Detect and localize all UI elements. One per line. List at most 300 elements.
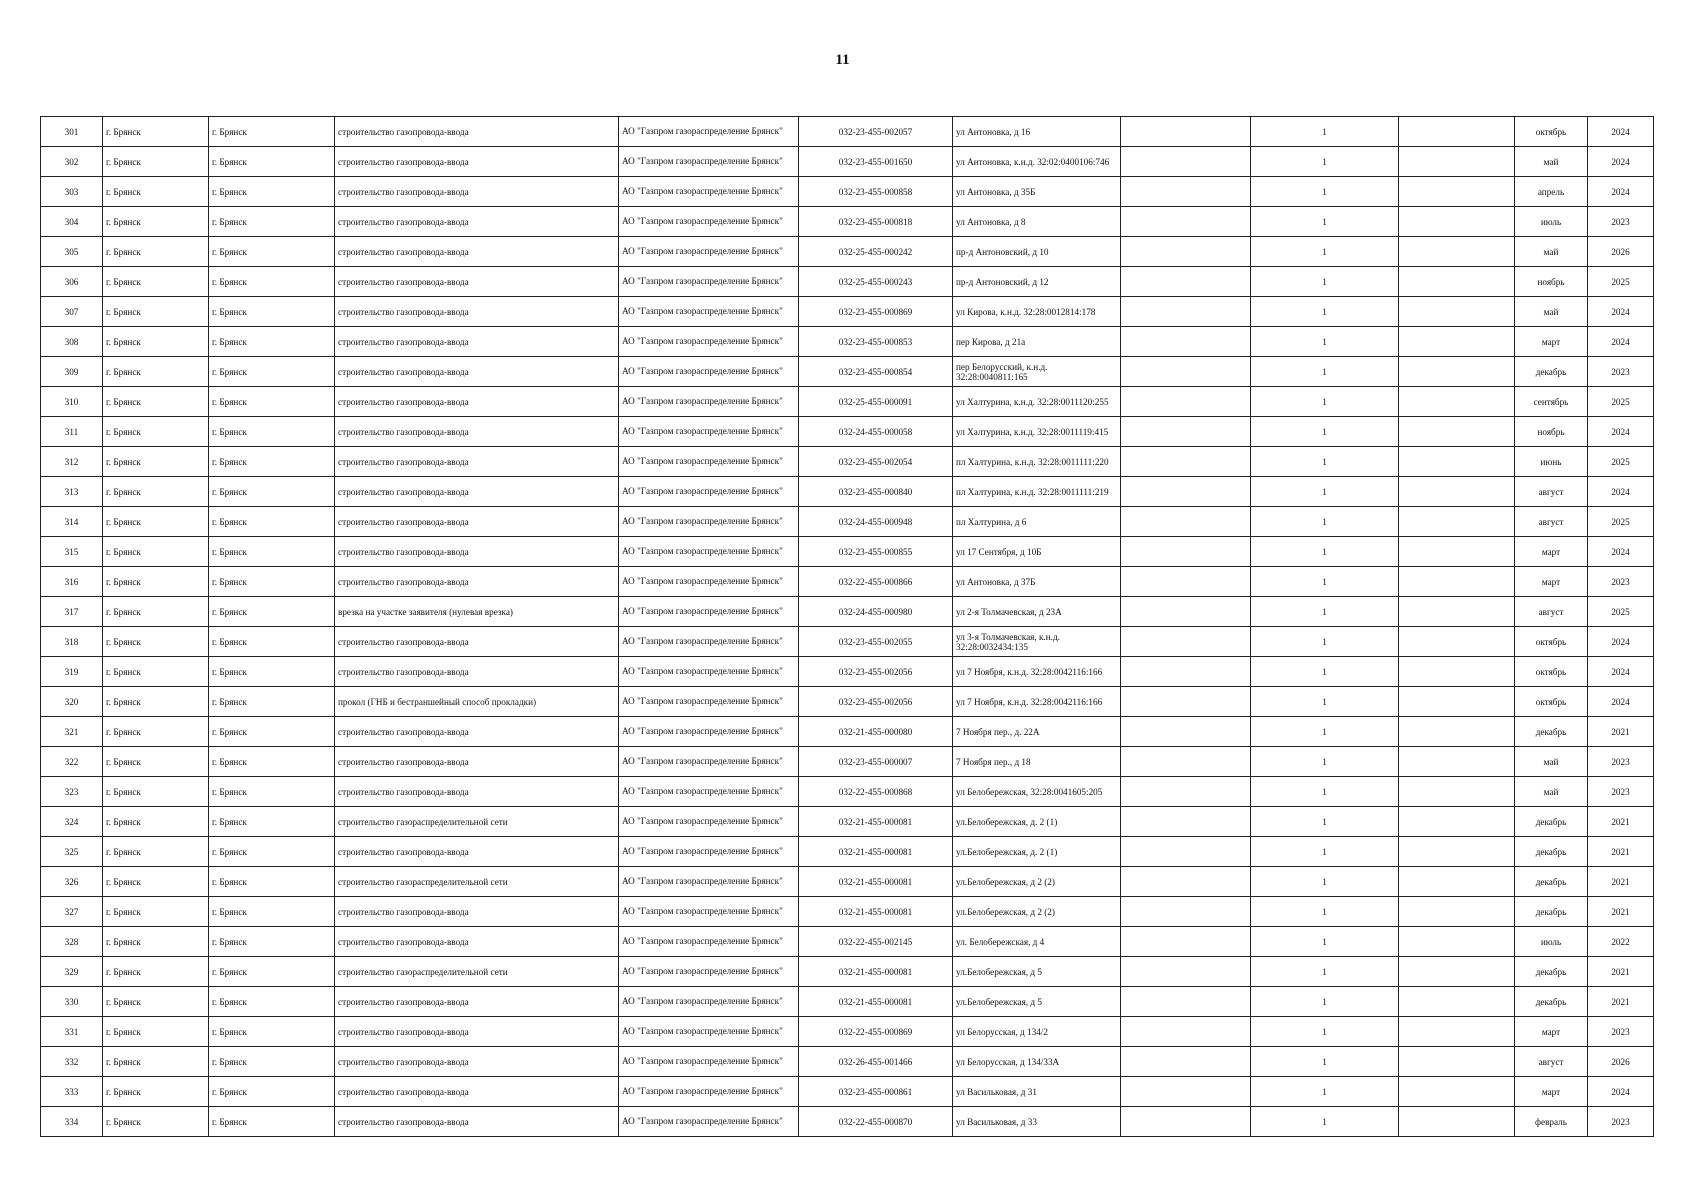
year-cell: 2023 <box>1588 777 1654 807</box>
table-row <box>41 867 1654 897</box>
work-type-cell: строительство газопровода-ввода <box>335 177 619 207</box>
empty-cell <box>1121 897 1251 927</box>
municipality-cell: г. Брянск <box>103 1047 209 1077</box>
empty-cell <box>1121 267 1251 297</box>
count-cell: 1 <box>1251 1107 1399 1137</box>
municipality-cell: г. Брянск <box>103 837 209 867</box>
empty-cell <box>1121 687 1251 717</box>
project-code-cell: 032-23-455-000855 <box>799 537 953 567</box>
project-code-cell: 032-23-455-000869 <box>799 297 953 327</box>
empty-cell <box>1121 1077 1251 1107</box>
empty-cell <box>1399 177 1515 207</box>
organization-cell: АО "Газпром газораспределение Брянск" <box>619 237 799 267</box>
address-cell: ул.Белобережская, д 5 <box>953 957 1121 987</box>
year-cell: 2024 <box>1588 297 1654 327</box>
work-type-cell: строительство газопровода-ввода <box>335 447 619 477</box>
count-cell: 1 <box>1251 207 1399 237</box>
month-cell: июль <box>1515 207 1588 237</box>
month-cell: март <box>1515 1017 1588 1047</box>
address-cell: ул.Белобережская, д 5 <box>953 987 1121 1017</box>
address-cell: ул Кирова, к.н.д. 32:28:0012814:178 <box>953 297 1121 327</box>
month-cell: октябрь <box>1515 657 1588 687</box>
count-cell: 1 <box>1251 477 1399 507</box>
work-type-cell: строительство газопровода-ввода <box>335 387 619 417</box>
project-code-cell: 032-23-455-000858 <box>799 177 953 207</box>
table-row <box>41 327 1654 357</box>
empty-cell <box>1399 1047 1515 1077</box>
settlement-cell: г. Брянск <box>209 627 335 657</box>
empty-cell <box>1399 447 1515 477</box>
row-number-cell: 304 <box>41 207 103 237</box>
year-cell: 2023 <box>1588 747 1654 777</box>
empty-cell <box>1399 117 1515 147</box>
empty-cell <box>1399 747 1515 777</box>
count-cell: 1 <box>1251 567 1399 597</box>
month-cell: май <box>1515 747 1588 777</box>
count-cell: 1 <box>1251 177 1399 207</box>
municipality-cell: г. Брянск <box>103 717 209 747</box>
month-cell: декабрь <box>1515 717 1588 747</box>
project-code-cell: 032-21-455-000081 <box>799 837 953 867</box>
municipality-cell: г. Брянск <box>103 147 209 177</box>
count-cell: 1 <box>1251 687 1399 717</box>
month-cell: август <box>1515 507 1588 537</box>
project-code-cell: 032-23-455-000840 <box>799 477 953 507</box>
count-cell: 1 <box>1251 357 1399 387</box>
address-cell: пер Белорусский, к.н.д. 32:28:0040811:165 <box>953 357 1121 387</box>
settlement-cell: г. Брянск <box>209 327 335 357</box>
municipality-cell: г. Брянск <box>103 627 209 657</box>
empty-cell <box>1399 477 1515 507</box>
row-number-cell: 327 <box>41 897 103 927</box>
empty-cell <box>1399 507 1515 537</box>
work-type-cell: строительство газопровода-ввода <box>335 747 619 777</box>
empty-cell <box>1399 957 1515 987</box>
table-row <box>41 1077 1654 1107</box>
municipality-cell: г. Брянск <box>103 477 209 507</box>
month-cell: ноябрь <box>1515 417 1588 447</box>
work-type-cell: строительство газопровода-ввода <box>335 567 619 597</box>
settlement-cell: г. Брянск <box>209 237 335 267</box>
empty-cell <box>1399 927 1515 957</box>
count-cell: 1 <box>1251 327 1399 357</box>
empty-cell <box>1399 597 1515 627</box>
row-number-cell: 314 <box>41 507 103 537</box>
row-number-cell: 325 <box>41 837 103 867</box>
municipality-cell: г. Брянск <box>103 897 209 927</box>
empty-cell <box>1399 987 1515 1017</box>
municipality-cell: г. Брянск <box>103 507 209 537</box>
empty-cell <box>1121 777 1251 807</box>
organization-cell: АО "Газпром газораспределение Брянск" <box>619 807 799 837</box>
month-cell: июнь <box>1515 447 1588 477</box>
empty-cell <box>1399 1017 1515 1047</box>
row-number-cell: 307 <box>41 297 103 327</box>
work-type-cell: строительство газораспределительной сети <box>335 807 619 837</box>
address-cell: ул Халтурина, к.н.д. 32:28:0011120:255 <box>953 387 1121 417</box>
month-cell: октябрь <box>1515 627 1588 657</box>
empty-cell <box>1121 477 1251 507</box>
project-code-cell: 032-22-455-000869 <box>799 1017 953 1047</box>
table-row <box>41 357 1654 387</box>
address-cell: ул Антоновка, к.н.д. 32:02:0400106:746 <box>953 147 1121 177</box>
empty-cell <box>1399 417 1515 447</box>
settlement-cell: г. Брянск <box>209 807 335 837</box>
empty-cell <box>1399 1077 1515 1107</box>
table-row <box>41 657 1654 687</box>
row-number-cell: 313 <box>41 477 103 507</box>
project-code-cell: 032-23-455-000007 <box>799 747 953 777</box>
empty-cell <box>1399 627 1515 657</box>
count-cell: 1 <box>1251 657 1399 687</box>
municipality-cell: г. Брянск <box>103 987 209 1017</box>
settlement-cell: г. Брянск <box>209 987 335 1017</box>
count-cell: 1 <box>1251 867 1399 897</box>
count-cell: 1 <box>1251 897 1399 927</box>
empty-cell <box>1121 567 1251 597</box>
empty-cell <box>1121 117 1251 147</box>
address-cell: ул.Белобережская, д 2 (2) <box>953 897 1121 927</box>
project-code-cell: 032-21-455-000081 <box>799 987 953 1017</box>
table-row <box>41 477 1654 507</box>
empty-cell <box>1399 237 1515 267</box>
year-cell: 2021 <box>1588 987 1654 1017</box>
project-code-cell: 032-22-455-000868 <box>799 777 953 807</box>
settlement-cell: г. Брянск <box>209 1047 335 1077</box>
settlement-cell: г. Брянск <box>209 747 335 777</box>
page-number: 11 <box>835 52 850 68</box>
count-cell: 1 <box>1251 717 1399 747</box>
project-code-cell: 032-22-455-000870 <box>799 1107 953 1137</box>
work-type-cell: строительство газопровода-ввода <box>335 507 619 537</box>
work-type-cell: строительство газопровода-ввода <box>335 237 619 267</box>
year-cell: 2025 <box>1588 597 1654 627</box>
settlement-cell: г. Брянск <box>209 927 335 957</box>
work-type-cell: строительство газопровода-ввода <box>335 1017 619 1047</box>
month-cell: декабрь <box>1515 957 1588 987</box>
municipality-cell: г. Брянск <box>103 1107 209 1137</box>
month-cell: май <box>1515 777 1588 807</box>
count-cell: 1 <box>1251 837 1399 867</box>
empty-cell <box>1121 297 1251 327</box>
table-row <box>41 447 1654 477</box>
municipality-cell: г. Брянск <box>103 357 209 387</box>
month-cell: август <box>1515 597 1588 627</box>
empty-cell <box>1121 657 1251 687</box>
settlement-cell: г. Брянск <box>209 1107 335 1137</box>
settlement-cell: г. Брянск <box>209 417 335 447</box>
empty-cell <box>1399 867 1515 897</box>
year-cell: 2021 <box>1588 837 1654 867</box>
address-cell: ул Антоновка, д 37Б <box>953 567 1121 597</box>
settlement-cell: г. Брянск <box>209 177 335 207</box>
address-cell: пл Халтурина, к.н.д. 32:28:0011111:220 <box>953 447 1121 477</box>
row-number-cell: 308 <box>41 327 103 357</box>
month-cell: март <box>1515 537 1588 567</box>
row-number-cell: 315 <box>41 537 103 567</box>
work-type-cell: строительство газопровода-ввода <box>335 777 619 807</box>
row-number-cell: 310 <box>41 387 103 417</box>
address-cell: пр-д Антоновский, д 10 <box>953 237 1121 267</box>
empty-cell <box>1399 1107 1515 1137</box>
table-row <box>41 747 1654 777</box>
empty-cell <box>1399 327 1515 357</box>
organization-cell: АО "Газпром газораспределение Брянск" <box>619 657 799 687</box>
project-code-cell: 032-24-455-000980 <box>799 597 953 627</box>
count-cell: 1 <box>1251 297 1399 327</box>
empty-cell <box>1399 207 1515 237</box>
year-cell: 2024 <box>1588 417 1654 447</box>
empty-cell <box>1121 627 1251 657</box>
empty-cell <box>1121 417 1251 447</box>
table-row <box>41 387 1654 417</box>
empty-cell <box>1399 387 1515 417</box>
municipality-cell: г. Брянск <box>103 1077 209 1107</box>
work-type-cell: строительство газопровода-ввода <box>335 1107 619 1137</box>
address-cell: ул Белобережская, 32:28:0041605:205 <box>953 777 1121 807</box>
year-cell: 2024 <box>1588 477 1654 507</box>
year-cell: 2024 <box>1588 177 1654 207</box>
table-row <box>41 927 1654 957</box>
address-cell: ул Халтурина, к.н.д. 32:28:0011119:415 <box>953 417 1121 447</box>
municipality-cell: г. Брянск <box>103 1017 209 1047</box>
settlement-cell: г. Брянск <box>209 117 335 147</box>
row-number-cell: 332 <box>41 1047 103 1077</box>
organization-cell: АО "Газпром газораспределение Брянск" <box>619 297 799 327</box>
table-row <box>41 897 1654 927</box>
count-cell: 1 <box>1251 777 1399 807</box>
project-code-cell: 032-21-455-000080 <box>799 717 953 747</box>
year-cell: 2021 <box>1588 807 1654 837</box>
settlement-cell: г. Брянск <box>209 1017 335 1047</box>
table-row <box>41 627 1654 657</box>
row-number-cell: 328 <box>41 927 103 957</box>
organization-cell: АО "Газпром газораспределение Брянск" <box>619 867 799 897</box>
municipality-cell: г. Брянск <box>103 177 209 207</box>
year-cell: 2024 <box>1588 627 1654 657</box>
row-number-cell: 311 <box>41 417 103 447</box>
count-cell: 1 <box>1251 237 1399 267</box>
settlement-cell: г. Брянск <box>209 357 335 387</box>
organization-cell: АО "Газпром газораспределение Брянск" <box>619 1107 799 1137</box>
empty-cell <box>1121 717 1251 747</box>
count-cell: 1 <box>1251 507 1399 537</box>
row-number-cell: 316 <box>41 567 103 597</box>
address-cell: ул 7 Ноября, к.н.д. 32:28:0042116:166 <box>953 687 1121 717</box>
municipality-cell: г. Брянск <box>103 567 209 597</box>
empty-cell <box>1121 177 1251 207</box>
month-cell: апрель <box>1515 177 1588 207</box>
municipality-cell: г. Брянск <box>103 957 209 987</box>
row-number-cell: 312 <box>41 447 103 477</box>
empty-cell <box>1121 207 1251 237</box>
row-number-cell: 321 <box>41 717 103 747</box>
settlement-cell: г. Брянск <box>209 657 335 687</box>
count-cell: 1 <box>1251 417 1399 447</box>
organization-cell: АО "Газпром газораспределение Брянск" <box>619 417 799 447</box>
municipality-cell: г. Брянск <box>103 807 209 837</box>
table-row <box>41 717 1654 747</box>
empty-cell <box>1121 837 1251 867</box>
table-row <box>41 117 1654 147</box>
empty-cell <box>1121 1047 1251 1077</box>
work-type-cell: строительство газопровода-ввода <box>335 357 619 387</box>
row-number-cell: 334 <box>41 1107 103 1137</box>
year-cell: 2022 <box>1588 927 1654 957</box>
municipality-cell: г. Брянск <box>103 537 209 567</box>
address-cell: ул.Белобережская, д. 2 (1) <box>953 807 1121 837</box>
municipality-cell: г. Брянск <box>103 267 209 297</box>
project-code-cell: 032-22-455-000866 <box>799 567 953 597</box>
month-cell: август <box>1515 477 1588 507</box>
organization-cell: АО "Газпром газораспределение Брянск" <box>619 987 799 1017</box>
work-type-cell: строительство газопровода-ввода <box>335 627 619 657</box>
address-cell: ул Белорусская, д 134/33А <box>953 1047 1121 1077</box>
year-cell: 2023 <box>1588 1107 1654 1137</box>
address-cell: ул 7 Ноября, к.н.д. 32:28:0042116:166 <box>953 657 1121 687</box>
settlement-cell: г. Брянск <box>209 207 335 237</box>
work-type-cell: строительство газопровода-ввода <box>335 657 619 687</box>
month-cell: октябрь <box>1515 687 1588 717</box>
count-cell: 1 <box>1251 447 1399 477</box>
table-row <box>41 987 1654 1017</box>
address-cell: ул Антоновка, д 16 <box>953 117 1121 147</box>
organization-cell: АО "Газпром газораспределение Брянск" <box>619 837 799 867</box>
year-cell: 2026 <box>1588 237 1654 267</box>
work-type-cell: строительство газопровода-ввода <box>335 987 619 1017</box>
month-cell: март <box>1515 567 1588 597</box>
count-cell: 1 <box>1251 957 1399 987</box>
empty-cell <box>1121 807 1251 837</box>
year-cell: 2021 <box>1588 717 1654 747</box>
settlement-cell: г. Брянск <box>209 957 335 987</box>
row-number-cell: 322 <box>41 747 103 777</box>
address-cell: ул Антоновка, д 35Б <box>953 177 1121 207</box>
empty-cell <box>1121 237 1251 267</box>
work-type-cell: строительство газораспределительной сети <box>335 957 619 987</box>
empty-cell <box>1121 867 1251 897</box>
empty-cell <box>1399 357 1515 387</box>
work-type-cell: строительство газопровода-ввода <box>335 717 619 747</box>
organization-cell: АО "Газпром газораспределение Брянск" <box>619 957 799 987</box>
work-type-cell: строительство газораспределительной сети <box>335 867 619 897</box>
project-code-cell: 032-23-455-000853 <box>799 327 953 357</box>
municipality-cell: г. Брянск <box>103 387 209 417</box>
month-cell: декабрь <box>1515 807 1588 837</box>
row-number-cell: 326 <box>41 867 103 897</box>
month-cell: декабрь <box>1515 867 1588 897</box>
table-row <box>41 297 1654 327</box>
project-code-cell: 032-25-455-000242 <box>799 237 953 267</box>
empty-cell <box>1121 747 1251 777</box>
settlement-cell: г. Брянск <box>209 387 335 417</box>
empty-cell <box>1399 837 1515 867</box>
address-cell: ул 2-я Толмачевская, д 23А <box>953 597 1121 627</box>
project-code-cell: 032-23-455-000818 <box>799 207 953 237</box>
project-code-cell: 032-25-455-000091 <box>799 387 953 417</box>
count-cell: 1 <box>1251 147 1399 177</box>
row-number-cell: 330 <box>41 987 103 1017</box>
work-type-cell: строительство газопровода-ввода <box>335 147 619 177</box>
count-cell: 1 <box>1251 537 1399 567</box>
project-code-cell: 032-21-455-000081 <box>799 897 953 927</box>
address-cell: ул.Белобережская, д. 2 (1) <box>953 837 1121 867</box>
empty-cell <box>1399 567 1515 597</box>
count-cell: 1 <box>1251 1077 1399 1107</box>
year-cell: 2025 <box>1588 507 1654 537</box>
settlement-cell: г. Брянск <box>209 447 335 477</box>
empty-cell <box>1399 687 1515 717</box>
year-cell: 2024 <box>1588 1077 1654 1107</box>
work-type-cell: строительство газопровода-ввода <box>335 477 619 507</box>
address-cell: пер Кирова, д 21а <box>953 327 1121 357</box>
row-number-cell: 309 <box>41 357 103 387</box>
row-number-cell: 333 <box>41 1077 103 1107</box>
month-cell: сентябрь <box>1515 387 1588 417</box>
month-cell: ноябрь <box>1515 267 1588 297</box>
project-code-cell: 032-21-455-000081 <box>799 867 953 897</box>
count-cell: 1 <box>1251 747 1399 777</box>
empty-cell <box>1121 507 1251 537</box>
empty-cell <box>1121 147 1251 177</box>
work-type-cell: строительство газопровода-ввода <box>335 207 619 237</box>
table-row <box>41 207 1654 237</box>
row-number-cell: 331 <box>41 1017 103 1047</box>
year-cell: 2024 <box>1588 147 1654 177</box>
project-code-cell: 032-24-455-000058 <box>799 417 953 447</box>
row-number-cell: 302 <box>41 147 103 177</box>
settlement-cell: г. Брянск <box>209 867 335 897</box>
month-cell: июль <box>1515 927 1588 957</box>
row-number-cell: 323 <box>41 777 103 807</box>
address-cell: ул Васильковая, д 31 <box>953 1077 1121 1107</box>
row-number-cell: 317 <box>41 597 103 627</box>
count-cell: 1 <box>1251 807 1399 837</box>
address-cell: пр-д Антоновский, д 12 <box>953 267 1121 297</box>
work-type-cell: прокол (ГНБ и бестраншейный способ прокладки) <box>335 687 619 717</box>
empty-cell <box>1121 957 1251 987</box>
year-cell: 2024 <box>1588 117 1654 147</box>
project-code-cell: 032-25-455-000243 <box>799 267 953 297</box>
organization-cell: АО "Газпром газораспределение Брянск" <box>619 267 799 297</box>
month-cell: март <box>1515 327 1588 357</box>
year-cell: 2024 <box>1588 687 1654 717</box>
work-type-cell: строительство газопровода-ввода <box>335 537 619 567</box>
table-row <box>41 267 1654 297</box>
count-cell: 1 <box>1251 927 1399 957</box>
empty-cell <box>1121 1107 1251 1137</box>
municipality-cell: г. Брянск <box>103 597 209 627</box>
empty-cell <box>1399 297 1515 327</box>
empty-cell <box>1121 447 1251 477</box>
empty-cell <box>1121 327 1251 357</box>
row-number-cell: 318 <box>41 627 103 657</box>
year-cell: 2025 <box>1588 267 1654 297</box>
count-cell: 1 <box>1251 627 1399 657</box>
row-number-cell: 329 <box>41 957 103 987</box>
year-cell: 2021 <box>1588 867 1654 897</box>
year-cell: 2025 <box>1588 447 1654 477</box>
work-type-cell: строительство газопровода-ввода <box>335 327 619 357</box>
municipality-cell: г. Брянск <box>103 237 209 267</box>
count-cell: 1 <box>1251 117 1399 147</box>
table-row <box>41 147 1654 177</box>
address-cell: 7 Ноября пер., д. 22А <box>953 717 1121 747</box>
register-table <box>40 116 1654 1137</box>
empty-cell <box>1121 537 1251 567</box>
month-cell: май <box>1515 297 1588 327</box>
municipality-cell: г. Брянск <box>103 867 209 897</box>
